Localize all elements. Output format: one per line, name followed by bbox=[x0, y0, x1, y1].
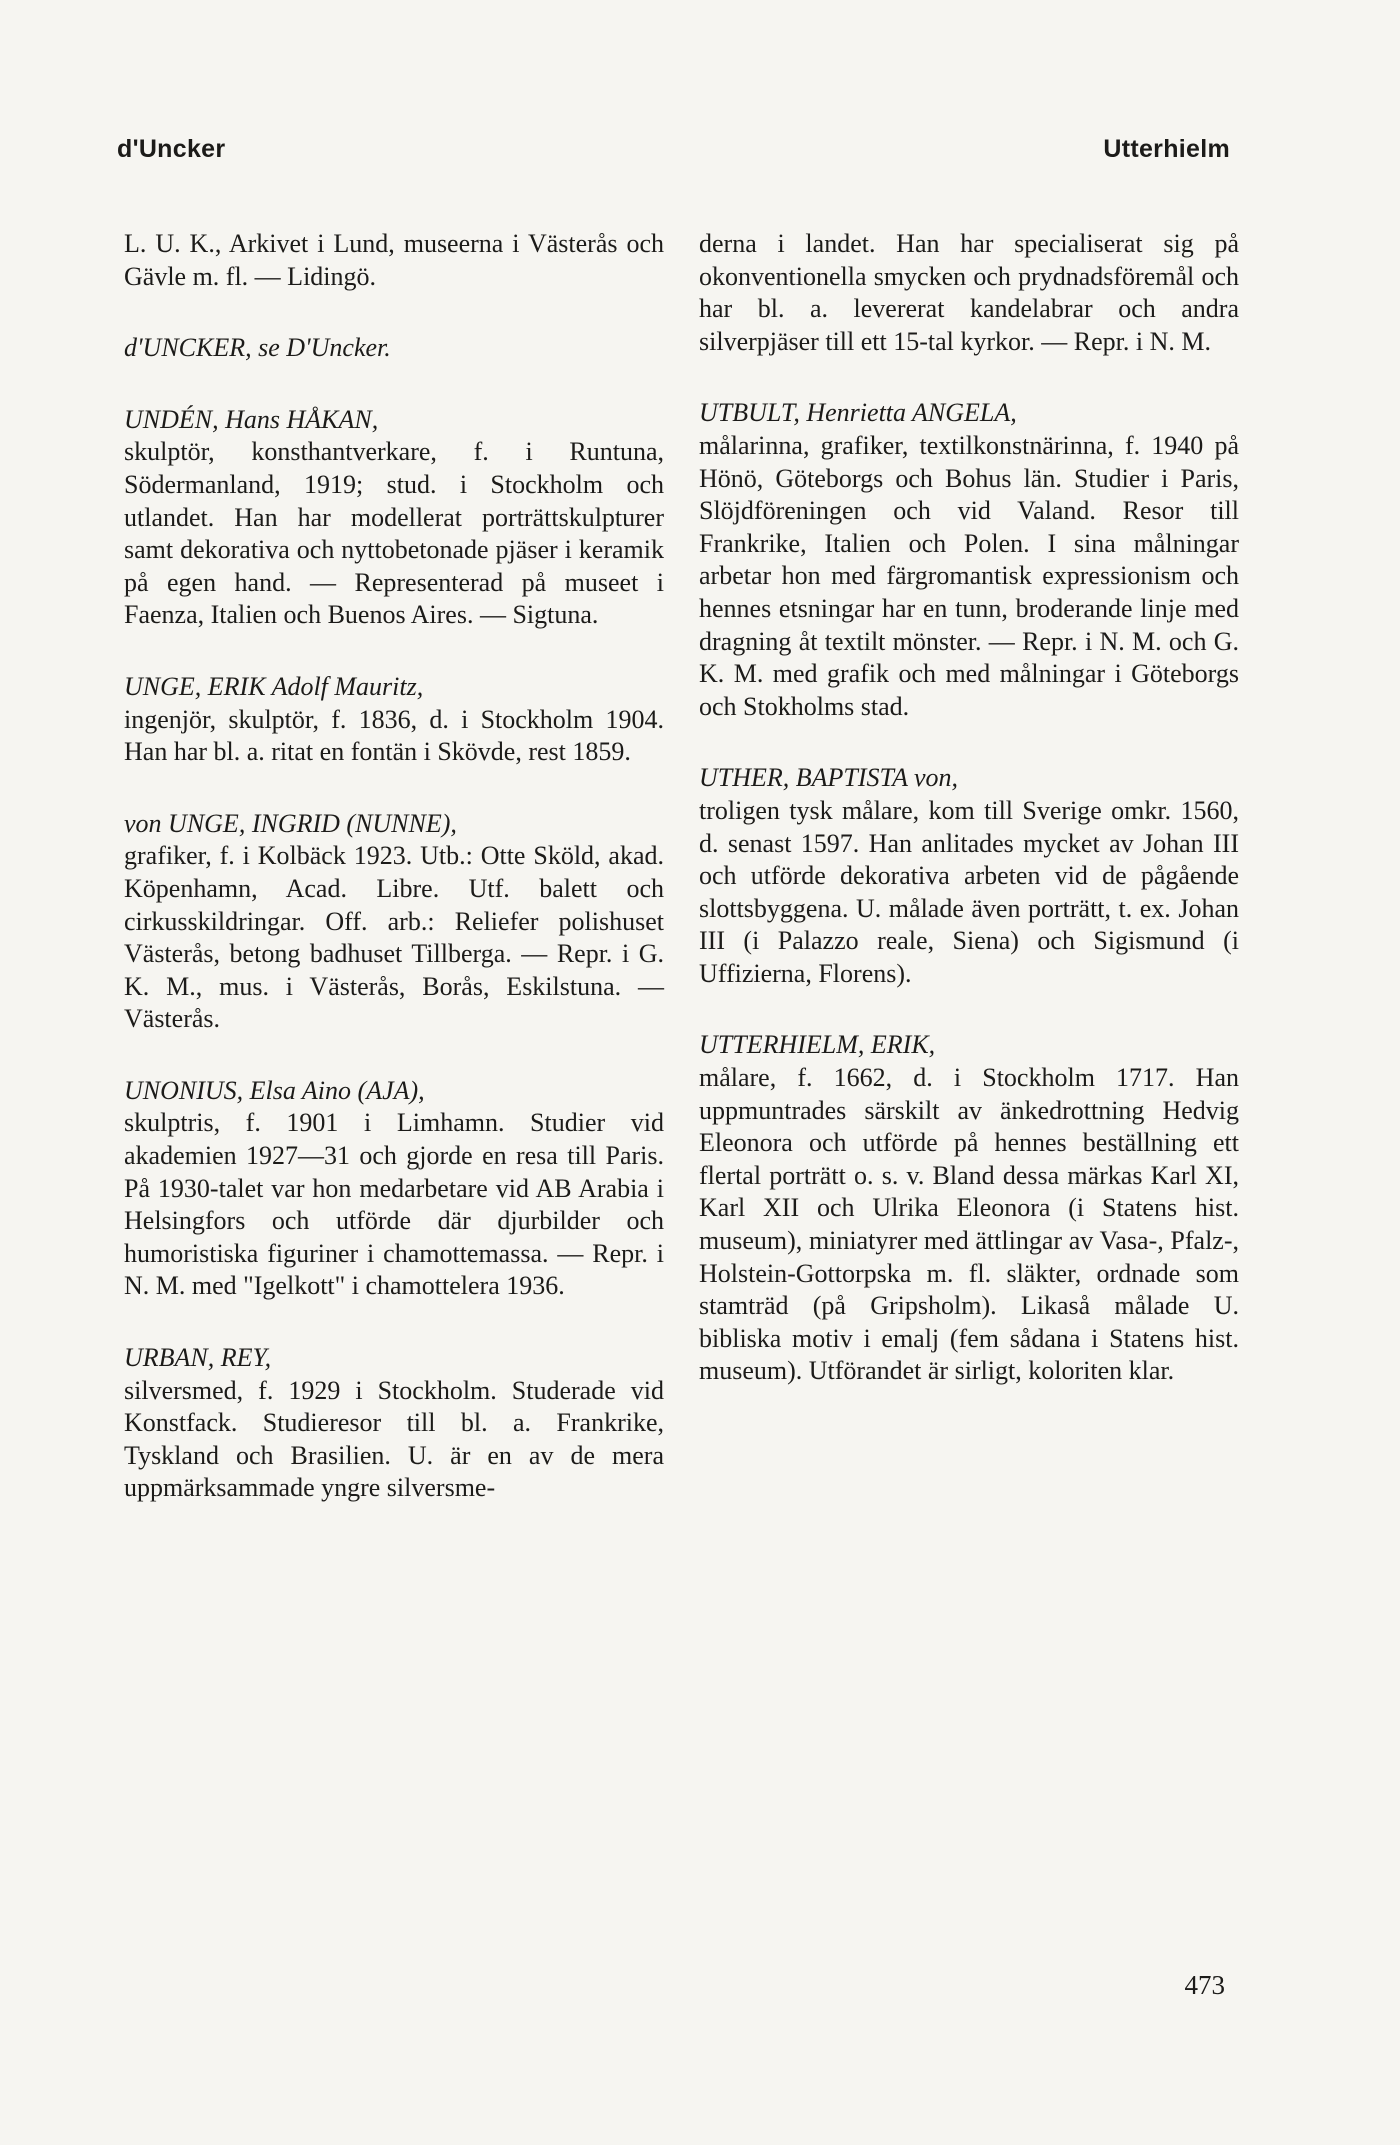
entry bbox=[124, 808, 664, 1036]
entry-body: skulptör, konsthantverkare, f. i Runtuna, Södermanland, 1919; stud. i Stockholm och utlandet. Han har modellerat porträttskulpturer samt dekorativa och nyttobetonade pjäser i keramik på egen hand. — Representerad på museet i Faenza, Italien och Buenos Aires. — Sigtuna. bbox=[124, 437, 664, 630]
entry-heading: UNDÉN, Hans HÅKAN, bbox=[124, 404, 379, 434]
entry bbox=[124, 404, 664, 632]
entry-heading: von UNGE, INGRID (NUNNE), bbox=[124, 808, 457, 838]
entry-heading: UTBULT, Henrietta ANGELA, bbox=[699, 398, 1017, 428]
entry bbox=[124, 1075, 664, 1303]
left-column bbox=[124, 228, 664, 1544]
right-column bbox=[699, 228, 1239, 1427]
entry-heading: d'UNCKER, se D'Uncker. bbox=[124, 333, 391, 363]
entry bbox=[124, 332, 664, 365]
entry-heading: URBAN, REY, bbox=[124, 1343, 272, 1373]
entry bbox=[699, 762, 1239, 990]
entry-body: målare, f. 1662, d. i Stockholm 1717. Han uppmuntrades särskilt av änkedrottning Hedvig Eleonora och utförde på hennes beställning ett flertal porträtt o. s. v. Bland dessa märkas Karl XI, Karl XII och Ulrika Eleonora (i Statens hist. museum), miniatyrer med ättlingar av Vasa-, Pfalz-, Holstein-Gottorpska m. fl. släkter, ordnade som stamträd (på Gripsholm). Likaså målade U. bibliska motiv i emalj (fem sådana i Statens hist. museum). Utförandet är sirligt, koloriten klar. bbox=[699, 1063, 1239, 1386]
entry-body: ingenjör, skulptör, f. 1836, d. i Stockholm 1904. Han har bl. a. ritat en fontän i Skövde, rest 1859. bbox=[124, 704, 664, 767]
entry bbox=[699, 397, 1239, 723]
continuation-text: derna i landet. Han har specialiserat sig på okonventionella smycken och prydnadsföremål och har bl. a. levererat kandelabrar och andra silverpjäser till ett 15-tal kyrkor. — Repr. i N. M. bbox=[699, 229, 1239, 356]
entry bbox=[699, 1029, 1239, 1388]
running-head-right: Utterhielm bbox=[1103, 135, 1230, 163]
entry-body: skulptris, f. 1901 i Limhamn. Studier vid akademien 1927—31 och gjorde en resa till Paris. På 1930-talet var hon medarbetare vid AB Arabia i Helsingfors och utförde där djurbilder och humoristiska figuriner i chamottemassa. — Repr. i N. M. med "Igelkott" i chamottelera 1936. bbox=[124, 1108, 664, 1301]
entry-heading: UTTERHIELM, ERIK, bbox=[699, 1030, 936, 1060]
entry-body: målarinna, grafiker, textilkonstnärinna, f. 1940 på Hönö, Göteborgs och Bohus län. Studier i Paris, Slöjdföreningen och vid Valand. Resor till Frankrike, Italien och Polen. I sina målningar arbetar hon med färgromantisk expressionism och hennes etsningar har en tunn, broderande linje med dragning åt textilt mönster. — Repr. i N. M. och G. K. M. med grafik och med målningar i Göteborgs och Stokholms stad. bbox=[699, 430, 1239, 721]
running-head-left: d'Uncker bbox=[117, 135, 226, 163]
entry-body: grafiker, f. i Kolbäck 1923. Utb.: Otte Sköld, akad. Köpenhamn, Acad. Libre. Utf. balett och cirkusskildringar. Off. arb.: Reliefer polishuset Västerås, betong badhuset Tillberga. — Repr. i G. K. M., mus. i Västerås, Borås, Eskilstuna. — Västerås. bbox=[124, 841, 664, 1034]
entry-heading: UNGE, ERIK Adolf Mauritz, bbox=[124, 671, 424, 701]
page-number: 473 bbox=[1184, 1970, 1225, 2000]
entry-body: troligen tysk målare, kom till Sverige omkr. 1560, d. senast 1597. Han anlitades mycket av Johan III och utförde dekorativa arbeten vid de pågående slottsbyggena. U. målade även porträtt, t. ex. Johan III (i Palazzo reale, Siena) och Sigismund (i Uffizierna, Florens). bbox=[699, 795, 1239, 988]
continuation-text: L. U. K., Arkivet i Lund, museerna i Västerås och Gävle m. fl. — Lidingö. bbox=[124, 229, 664, 291]
entry-heading: UTHER, BAPTISTA von, bbox=[699, 763, 959, 793]
entry bbox=[124, 1342, 664, 1505]
entry bbox=[124, 671, 664, 769]
entry-body: silversmed, f. 1929 i Stockholm. Studerade vid Konstfack. Studieresor till bl. a. Frankrike, Tyskland och Brasilien. U. är en av de mera uppmärksammade yngre silversme- bbox=[124, 1375, 664, 1503]
entry-heading: UNONIUS, Elsa Aino (AJA), bbox=[124, 1075, 425, 1105]
